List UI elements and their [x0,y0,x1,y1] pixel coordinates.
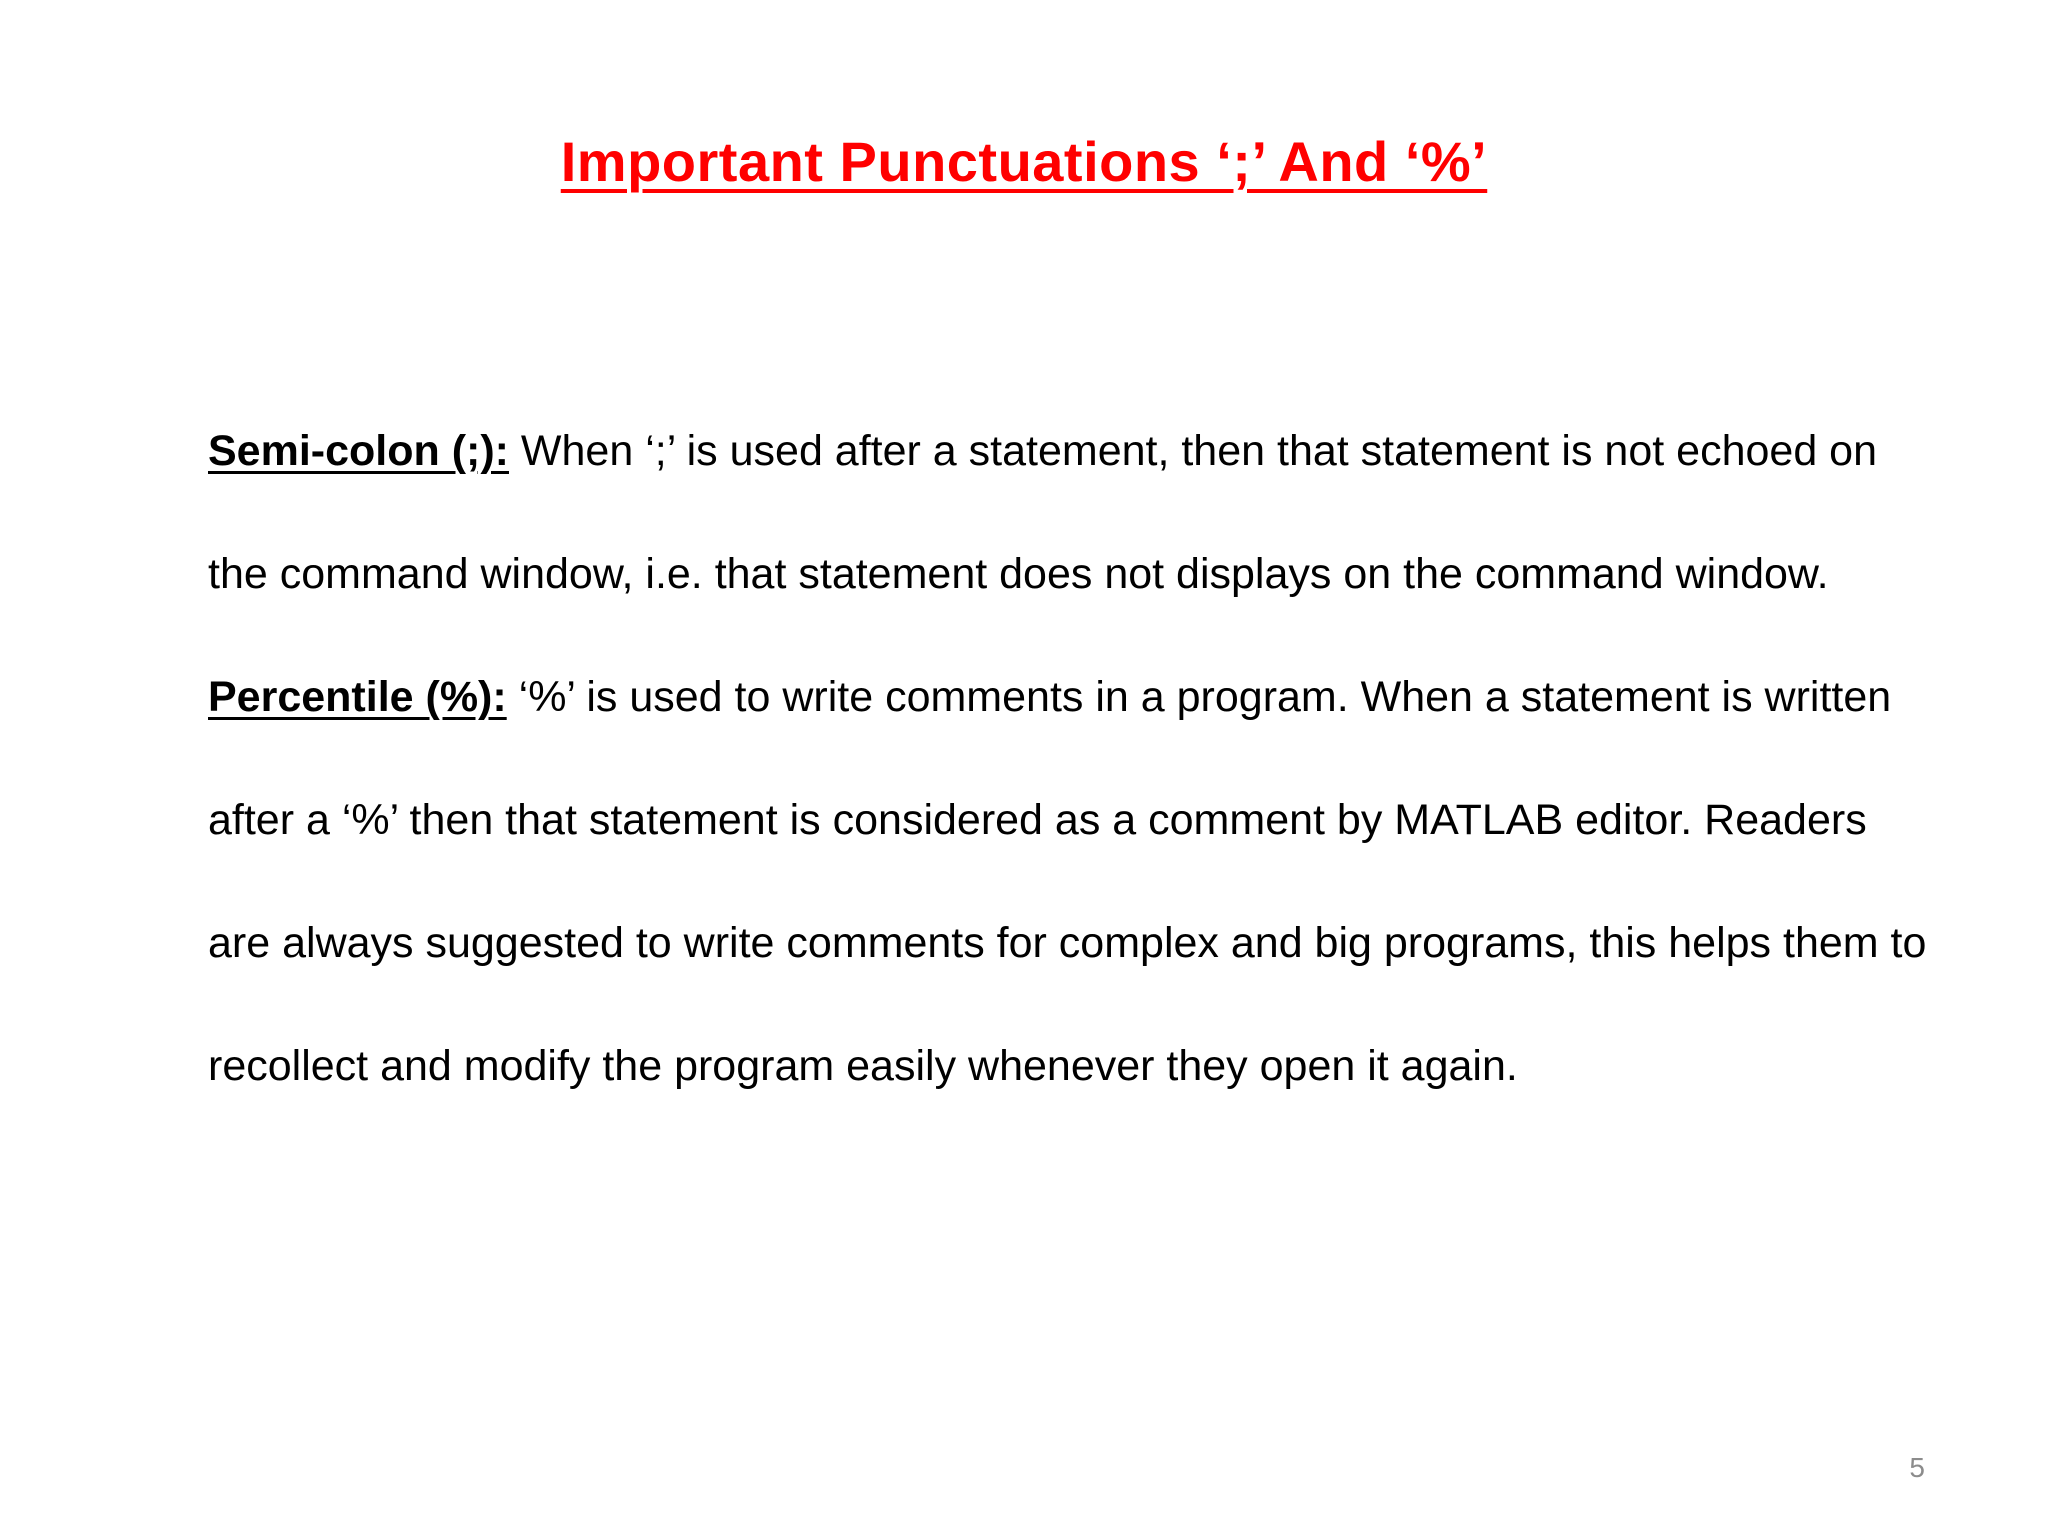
percentile-paragraph [208,636,1928,1128]
page-number: 5 [1909,1452,1925,1483]
semicolon-description: When ‘;’ is used after a statement, then that statement is not echoed on the command window, i.e. that statement does not displays on the command window. [208,427,1878,598]
title-container [0,128,2048,195]
slide-body [208,390,1928,1128]
percentile-term: Percentile (%): [208,673,507,721]
semicolon-paragraph [208,390,1928,636]
slide-title: Important Punctuations ‘;’ And ‘%’ [560,130,1488,193]
percentile-description: ‘%’ is used to write comments in a program. When a statement is written after a ‘%’ then that statement is considered as a comment by MATLAB editor. Readers are always suggested to write comments for complex and big programs, this helps them to recollect and modify the program easily whenever they open it again. [208,673,1927,1090]
semicolon-term: Semi-colon (;): [208,427,509,475]
